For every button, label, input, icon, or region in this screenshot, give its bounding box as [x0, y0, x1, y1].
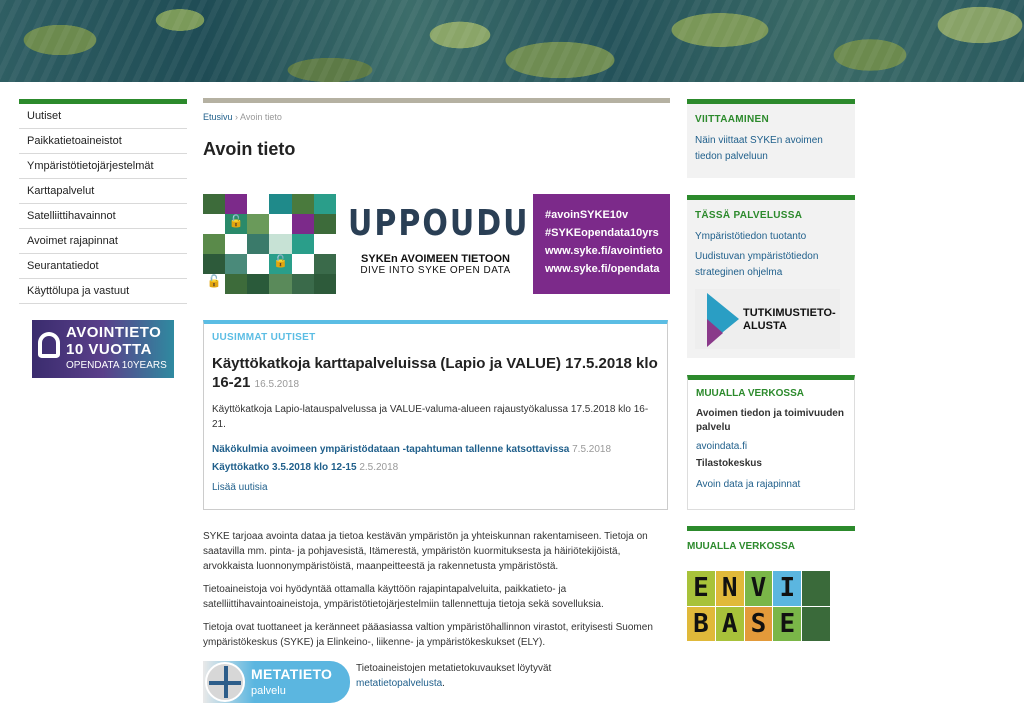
envibase-letter-2: N — [716, 571, 744, 606]
sidebar-muualla-verkossa-1 — [687, 375, 855, 510]
news-link-2-date: 2.5.2018 — [359, 462, 399, 473]
viittaaminen-link[interactable]: Näin viittaat SYKEn avoimen tiedon palveluun — [695, 135, 823, 162]
metatietopalvelu-link[interactable]: metatietopalvelusta — [356, 678, 443, 689]
news-link-2-text[interactable]: Käyttökatko 3.5.2018 klo 12-15 — [212, 462, 357, 473]
nav-item-karttapalvelut[interactable]: Karttapalvelut — [19, 179, 187, 204]
hashtag-1: #avoinSYKE10v — [545, 209, 629, 221]
badge-line2: 10 VUOTTA — [66, 341, 152, 358]
link-uudistuvan-ohjelma[interactable]: Uudistuvan ympäristötiedon strateginen ohjelma — [695, 251, 819, 278]
hashtag-3: www.syke.fi/avointieto — [545, 245, 663, 257]
news-link-1[interactable] — [212, 444, 659, 455]
tassa-palvelussa-header: TÄSSÄ PALVELUSSA — [695, 210, 803, 221]
news-main-description: Käyttökatkoja Lapio-latauspalvelussa ja VALUE-valuma-alueen rajaustyökalussa 17.5.2018 klo 16-21. — [212, 404, 649, 430]
uppoudu-title: UPPOUDU — [348, 202, 530, 245]
envibase-letter-8: E — [773, 607, 801, 642]
uppoudu-sub2: DIVE INTO SYKE OPEN DATA — [360, 265, 511, 276]
muualla-header-1: MUUALLA VERKOSSA — [696, 388, 804, 399]
news-main-date: 16.5.2018 — [254, 379, 300, 390]
open-data-banner[interactable] — [203, 194, 670, 294]
metatieto-cross-icon — [205, 662, 245, 702]
more-news-link[interactable]: Lisää uutisia — [212, 482, 268, 493]
nav-item-satelliittihavainnot[interactable]: Satelliittihavainnot — [19, 204, 187, 229]
breadcrumb-separator: › — [235, 112, 241, 122]
header-satellite-image — [0, 0, 1024, 82]
envibase-logo[interactable] — [687, 571, 830, 641]
nav-item-kayttolupa[interactable]: Käyttölupa ja vastuut — [19, 279, 187, 304]
latest-news-box — [203, 320, 668, 510]
envibase-letter-7: S — [745, 607, 773, 642]
tutkimustieto-alusta-logo[interactable] — [695, 289, 840, 349]
tutkimustieto-logo-text: TUTKIMUSTIETO-ALUSTA — [743, 307, 836, 332]
metatieto-logo-line1: METATIETO — [251, 666, 333, 682]
news-header: UUSIMMAT UUTISET — [212, 332, 316, 343]
intro-text — [203, 529, 668, 658]
avointieto-10-vuotta-badge[interactable] — [32, 320, 174, 378]
metatieto-logo-line2: palvelu — [251, 685, 286, 697]
nav-item-seurantatiedot[interactable]: Seurantatiedot — [19, 254, 187, 279]
envibase-letter-1: E — [687, 571, 715, 606]
lock-icon — [38, 332, 60, 358]
badge-line3: OPENDATA 10YEARS — [66, 360, 167, 371]
breadcrumb-home-link[interactable]: Etusivu — [203, 112, 233, 122]
news-link-1-text[interactable]: Näkökulmia avoimeen ympäristödataan -tapahtuman tallenne katsottavissa — [212, 444, 570, 455]
left-navigation — [19, 99, 187, 304]
news-main-title[interactable] — [212, 354, 659, 394]
page-title: Avoin tieto — [203, 139, 296, 159]
uppoudu-sub1: SYKEn AVOIMEEN TIETOON — [361, 253, 510, 265]
avoin-data-rajapinnat-link[interactable]: Avoin data ja rajapinnat — [696, 479, 801, 490]
intro-paragraph-1: SYKE tarjoaa avointa dataa ja tietoa kestävän ympäristön ja yhteiskunnan rakentamiseen. Tietoja on saatavilla mm. pinta- ja pohjavesistä, Itämerestä, ympäristön kuormituksesta ja häiriötekijöistä, arvokkaista luonnonympäristöistä, maanpeitteestä ja rakennetusta ympäristöstä. — [203, 531, 648, 572]
mosaic-image: 🔓 🔓 🔓 — [203, 194, 336, 294]
sidebar-tassa-palvelussa — [687, 195, 855, 358]
news-link-2[interactable] — [212, 462, 659, 473]
avoindata-link[interactable]: avoindata.fi — [696, 441, 748, 452]
nav-item-avoimet-rajapinnat[interactable]: Avoimet rajapinnat — [19, 229, 187, 254]
intro-paragraph-2: Tietoaineistoja voi hyödyntää ottamalla käyttöön rajapintapalveluita, paikkatieto- ja satelliittihavaintoaineistoja, ympäristötietojärjestelmiin tallennettuja tietoja sekä sovelluksia. — [203, 584, 604, 610]
badge-line1: AVOINTIETO — [66, 324, 162, 341]
avoimen-tiedon-palvelu-label: Avoimen tiedon ja toimivuuden palvelu — [696, 408, 844, 433]
tutkimustieto-accent-icon — [707, 319, 723, 347]
metatieto-text — [356, 661, 656, 691]
uppoudu-logo — [348, 202, 530, 292]
news-main-title-text[interactable]: Käyttökatkoja karttapalveluissa (Lapio ja VALUE) 17.5.2018 klo 16-21 — [212, 355, 658, 391]
nav-item-paikkatietoaineistot[interactable]: Paikkatietoaineistot — [19, 129, 187, 154]
sidebar-viittaaminen — [687, 99, 855, 178]
envibase-letter-6: A — [716, 607, 744, 642]
nav-item-ymparistotietojarjestelmat[interactable]: Ympäristötietojärjestelmät — [19, 154, 187, 179]
envibase-letter-5: B — [687, 607, 715, 642]
hashtag-panel — [533, 194, 670, 294]
link-ymparistotiedon-tuotanto[interactable]: Ympäristötiedon tuotanto — [695, 231, 807, 242]
hashtag-4: www.syke.fi/opendata — [545, 263, 660, 275]
breadcrumb — [203, 112, 670, 122]
metatieto-palvelu-logo[interactable] — [203, 661, 350, 703]
metatieto-description: Tietoaineistojen metatietokuvaukset löytyvät — [356, 663, 552, 674]
tilastokeskus-label: Tilastokeskus — [696, 458, 762, 469]
news-link-1-date: 7.5.2018 — [572, 444, 612, 455]
muualla-header-2: MUUALLA VERKOSSA — [687, 541, 795, 552]
hashtag-2: #SYKEopendata10yrs — [545, 227, 659, 239]
intro-paragraph-3: Tietoja ovat tuottaneet ja keränneet pääasiassa valtion ympäristöhallinnon virastot, erityisesti Suomen ympäristökeskus (SYKE) ja Elinkeino-, liikenne- ja ympäristökeskukset (ELY). — [203, 622, 653, 648]
envibase-letter-3: V — [745, 571, 773, 606]
nav-item-uutiset[interactable]: Uutiset — [19, 104, 187, 129]
sidebar-muualla-verkossa-2 — [687, 526, 855, 552]
envibase-letter-4: I — [773, 571, 801, 606]
main-content — [203, 98, 670, 697]
metatieto-period: . — [442, 678, 445, 689]
breadcrumb-current: Avoin tieto — [240, 112, 282, 122]
main-top-bar — [203, 98, 670, 103]
viittaaminen-header: VIITTAAMINEN — [695, 114, 769, 125]
